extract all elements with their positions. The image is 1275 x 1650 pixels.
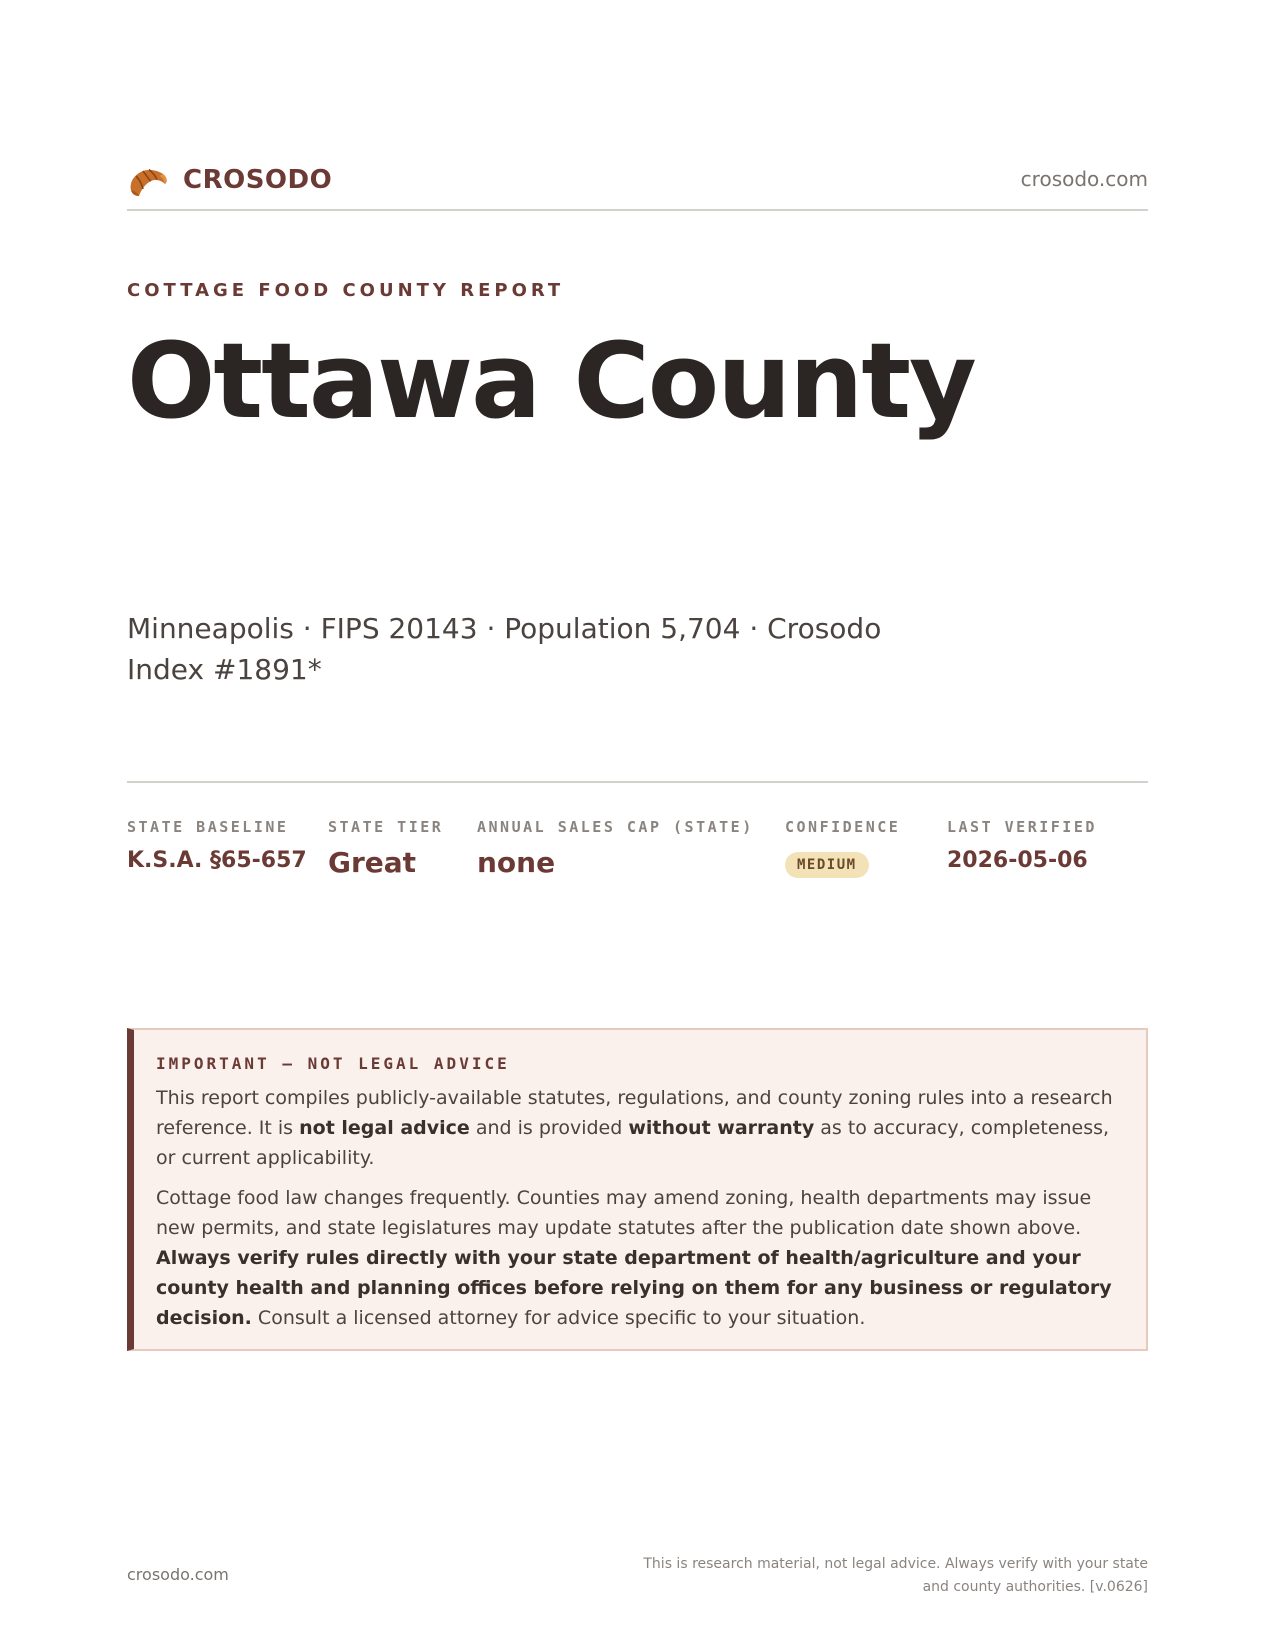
notice-text: Cottage food law changes frequently. Counties may amend zoning, health departments may issue new permits, and state legislatures may update statutes after the publication date shown above. — [156, 1187, 1092, 1239]
notice-bold: without warranty — [628, 1117, 815, 1139]
page-header — [127, 155, 1148, 211]
brand-name: CROSODO — [183, 165, 333, 195]
notice-text: and is provided — [469, 1117, 629, 1139]
notice-paragraph-1 — [156, 1083, 1124, 1173]
stat-value: 2026-05-06 — [947, 848, 1088, 873]
stat-state-tier — [328, 818, 443, 879]
report-eyebrow: COTTAGE FOOD COUNTY REPORT — [127, 280, 565, 301]
notice-text: as to accuracy, completeness, or current applicability. — [156, 1117, 1110, 1169]
notice-bold: Always verify rules directly with your state department of health/agriculture and your county health and planning offices before relying on them for any business or regulatory decision. — [156, 1247, 1112, 1329]
stat-value: Great — [328, 846, 417, 879]
stat-value: K.S.A. §65-657 — [127, 848, 307, 873]
notice-text: Consult a licensed attorney for advice specific to your situation. — [251, 1307, 866, 1329]
report-page — [127, 0, 1148, 1650]
county-title: Ottawa County — [127, 320, 975, 442]
stat-annual-sales-cap — [477, 818, 754, 879]
stat-confidence — [785, 818, 900, 878]
stat-label: STATE BASELINE — [127, 818, 289, 836]
stat-label: STATE TIER — [328, 818, 444, 836]
stats-divider — [127, 781, 1148, 783]
footer-site-link[interactable]: crosodo.com — [127, 1565, 229, 1584]
notice-bold: not legal advice — [299, 1117, 470, 1139]
notice-text: This report compiles publicly-available statutes, regulations, and county zoning rules into a research reference. It is — [156, 1087, 1113, 1139]
stat-value: none — [477, 846, 556, 879]
site-link[interactable]: crosodo.com — [1020, 167, 1148, 191]
footer-disclaimer: This is research material, not legal advice. Always verify with your state and county authorities. [v.0626] — [643, 1556, 1148, 1595]
stat-label: ANNUAL SALES CAP (STATE) — [477, 818, 754, 836]
stat-label: LAST VERIFIED — [947, 818, 1097, 836]
notice-paragraph-2 — [156, 1183, 1124, 1333]
brand[interactable] — [127, 160, 332, 200]
notice-heading: IMPORTANT — NOT LEGAL ADVICE — [156, 1054, 510, 1073]
stat-last-verified — [947, 818, 1097, 873]
confidence-badge: MEDIUM — [785, 852, 869, 878]
legal-notice — [127, 1028, 1148, 1351]
croissant-icon — [127, 160, 169, 200]
stat-state-baseline — [127, 818, 307, 873]
stat-label: CONFIDENCE — [785, 818, 901, 836]
county-subline: Minneapolis · FIPS 20143 · Population 5,704 · Crosodo Index #1891* — [127, 612, 882, 686]
